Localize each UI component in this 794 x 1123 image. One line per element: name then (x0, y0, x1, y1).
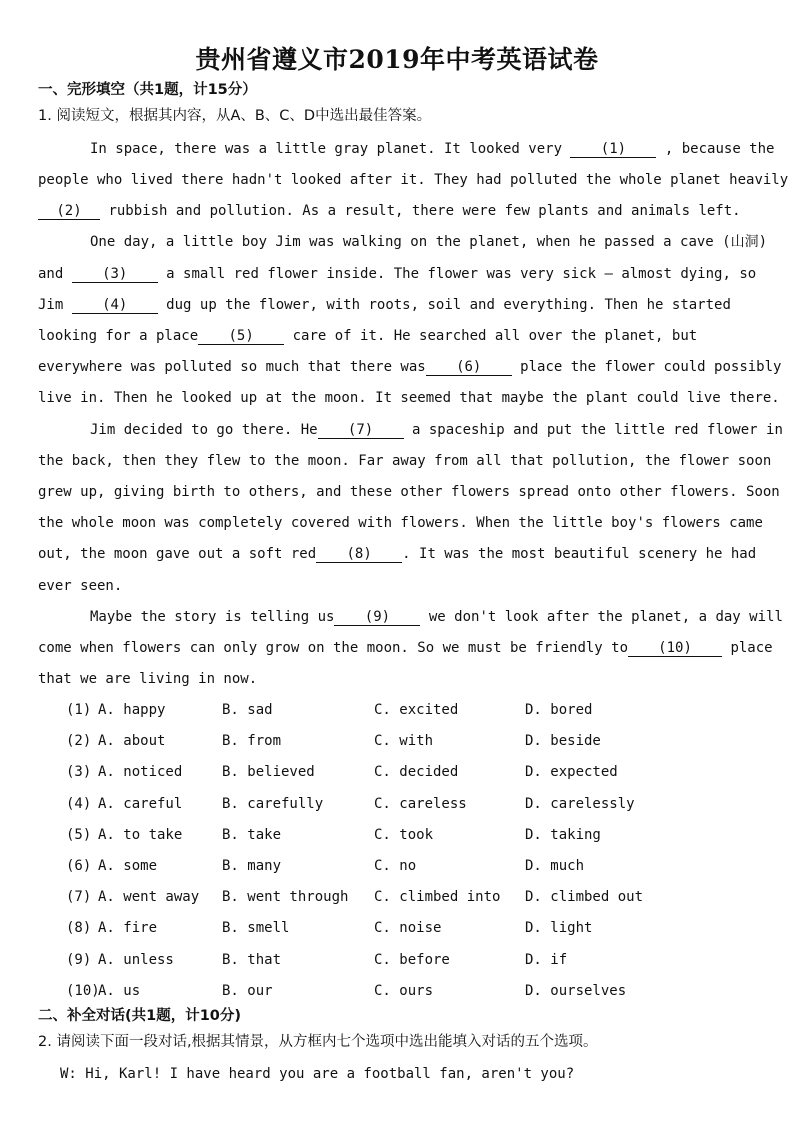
passage-text: rubbish and pollution. As a result, there were few plants and animals left. (108, 203, 741, 219)
passage-text: Maybe the story is telling us (90, 609, 335, 625)
passage-line (38, 639, 773, 657)
option-b: B. take (222, 827, 282, 843)
option-d: D. beside (525, 733, 601, 749)
option-c: C. with (374, 733, 434, 749)
section-1-instruction: 1. 阅读短文，根据其内容，从A、B、C、D中选出最佳答案。 (38, 108, 432, 124)
passage-text: a spaceship and put the little red flower in (412, 422, 783, 438)
option-a: A. about (98, 733, 166, 749)
option-d: D. bored (525, 702, 593, 718)
option-b: B. believed (222, 764, 315, 780)
blank-3: (3) (72, 266, 158, 283)
option-c: C. took (374, 827, 434, 843)
option-a: A. happy (98, 702, 166, 718)
option-d: D. much (525, 858, 585, 874)
passage-line (90, 421, 783, 439)
section-2-instruction: 2. 请阅读下面一段对话,根据其情景，从方框内七个选项中选出能填入对话的五个选项。 (38, 1034, 598, 1050)
passage-text: out, the moon gave out a soft red (38, 546, 317, 562)
passage-text: looking for a place (38, 328, 199, 344)
passage-text: everywhere was polluted so much that there was (38, 359, 426, 375)
blank-8: (8) (316, 546, 402, 563)
option-b: B. sad (222, 702, 273, 718)
option-a: A. unless (98, 952, 174, 968)
passage-text: come when flowers can only grow on the moon. So we must be friendly to (38, 640, 629, 656)
dialog-line: W: Hi, Karl! I have heard you are a football fan, aren't you? (60, 1066, 575, 1082)
option-number: (8) (66, 920, 92, 936)
passage-line (38, 265, 756, 283)
passage-text: , because the (664, 141, 775, 157)
option-number: (1) (66, 702, 92, 718)
option-d: D. expected (525, 764, 618, 780)
passage-line: people who lived there hadn't looked after it. They had polluted the whole planet heavily (38, 172, 789, 188)
option-c: C. no (374, 858, 417, 874)
blank-9: (9) (334, 609, 420, 626)
option-number: (7) (66, 889, 92, 905)
option-number: (9) (66, 952, 92, 968)
option-number: (10) (66, 983, 100, 999)
option-b: B. carefully (222, 796, 324, 812)
passage-line: the back, then they flew to the moon. Far away from all that pollution, the flower soon (38, 453, 772, 469)
blank-4: (4) (72, 297, 158, 314)
passage-line (38, 545, 756, 563)
option-number: (4) (66, 796, 92, 812)
passage-line: One day, a little boy Jim was walking on the planet, when he passed a cave (山洞) (90, 234, 768, 250)
option-c: C. excited (374, 702, 459, 718)
passage-line: ever seen. (38, 578, 123, 594)
passage-text: a small red flower inside. The flower was very sick — almost dying, so (166, 266, 757, 282)
passage-text: we don't look after the planet, a day will (428, 609, 783, 625)
passage-line (90, 140, 774, 158)
section-2-heading: 二、补全对话(共1题，计10分) (38, 1008, 242, 1024)
passage-line (38, 202, 741, 220)
option-b: B. smell (222, 920, 290, 936)
option-a: A. careful (98, 796, 183, 812)
option-d: D. light (525, 920, 593, 936)
passage-text: . It was the most beautiful scenery he had (402, 546, 757, 562)
option-number: (2) (66, 733, 92, 749)
option-c: C. climbed into (374, 889, 501, 905)
option-c: C. careless (374, 796, 467, 812)
passage-text: dug up the flower, with roots, soil and everything. Then he started (166, 297, 731, 313)
passage-line: the whole moon was completely covered with flowers. When the little boy's flowers came (38, 515, 763, 531)
option-a: A. us (98, 983, 141, 999)
option-b: B. many (222, 858, 282, 874)
option-a: A. some (98, 858, 158, 874)
passage-line: grew up, giving birth to others, and these other flowers spread onto other flowers. Soon (38, 484, 780, 500)
section-1-heading: 一、完形填空（共1题，计15分） (38, 82, 257, 98)
option-c: C. noise (374, 920, 442, 936)
passage-line (38, 296, 731, 314)
passage-line (90, 608, 783, 626)
passage-text: In space, there was a little gray planet. It looked very (90, 141, 563, 157)
blank-1: (1) (570, 141, 656, 158)
option-d: D. carelessly (525, 796, 635, 812)
option-b: B. our (222, 983, 273, 999)
option-number: (5) (66, 827, 92, 843)
option-b: B. went through (222, 889, 349, 905)
option-d: D. if (525, 952, 568, 968)
option-c: C. ours (374, 983, 434, 999)
option-a: A. fire (98, 920, 158, 936)
option-a: A. noticed (98, 764, 183, 780)
passage-line (38, 358, 781, 376)
passage-text: Jim (38, 297, 64, 313)
option-number: (6) (66, 858, 92, 874)
option-a: A. went away (98, 889, 200, 905)
blank-6: (6) (426, 359, 512, 376)
option-number: (3) (66, 764, 92, 780)
option-b: B. from (222, 733, 282, 749)
blank-10: (10) (628, 640, 722, 657)
passage-text: Jim decided to go there. He (90, 422, 318, 438)
page-title: 贵州省遵义市2019年中考英语试卷 (195, 45, 599, 74)
option-d: D. climbed out (525, 889, 644, 905)
blank-2: (2) (38, 203, 100, 220)
passage-text: care of it. He searched all over the planet, but (292, 328, 698, 344)
passage-line (38, 327, 697, 345)
passage-text: place the flower could possibly (520, 359, 782, 375)
option-d: D. ourselves (525, 983, 627, 999)
option-c: C. decided (374, 764, 459, 780)
passage-text: place (730, 640, 773, 656)
passage-text: and (38, 266, 64, 282)
option-d: D. taking (525, 827, 601, 843)
passage-line: live in. Then he looked up at the moon. It seemed that maybe the plant could live there. (38, 390, 780, 406)
blank-5: (5) (198, 328, 284, 345)
passage-line: that we are living in now. (38, 671, 258, 687)
option-a: A. to take (98, 827, 183, 843)
option-c: C. before (374, 952, 450, 968)
option-b: B. that (222, 952, 282, 968)
blank-7: (7) (318, 422, 404, 439)
